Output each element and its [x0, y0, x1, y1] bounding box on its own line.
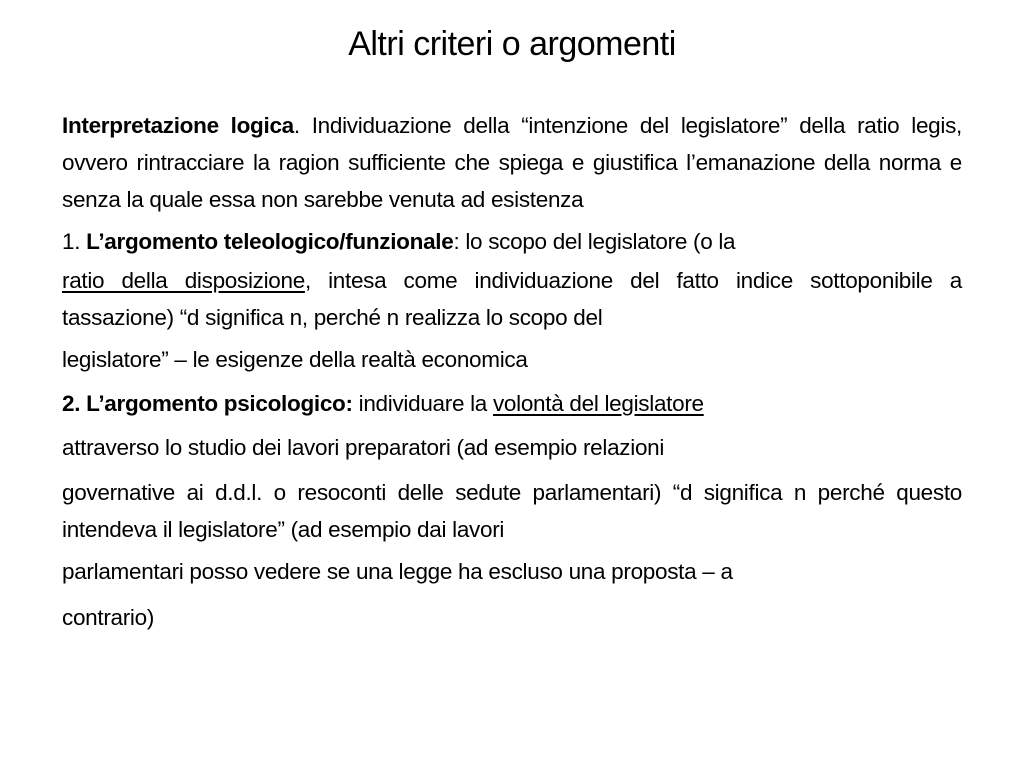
argument-2-line-4: [62, 550, 962, 594]
argument-1-underlined: ratio della disposizione: [62, 268, 305, 293]
intro-lead-punct: .: [293, 113, 300, 138]
argument-2-line-5-text: contrario): [62, 605, 155, 630]
intro-text: Individuazione della “intenzione del legislatore” della ratio legis, ovvero rintracciare la ragion sufficiente che spiega e giustifica l’emanazione della norma e senza la quale essa non sarebbe venuta ad esistenza: [62, 113, 963, 212]
argument-1-intro: : lo scopo del legislatore (o la: [453, 229, 736, 254]
argument-2-line-3-text: governative ai d.d.l. o resoconti delle sedute parlamentari) “d significa n perché questo intendeva il legislatore” (ad esempio dai lavori: [62, 480, 962, 542]
argument-1-paragraph: [62, 220, 962, 264]
intro-lead: Interpretazione logica: [62, 113, 294, 138]
argument-2-line-3: [62, 474, 962, 548]
argument-2-underlined: volontà del legislatore: [492, 391, 704, 416]
argument-1-text-b: legislatore” – le esigenze della realtà economica: [62, 347, 528, 372]
argument-2-line-2: [62, 426, 962, 470]
argument-2-heading: 2. L’argomento psicologico:: [62, 391, 353, 416]
argument-1-continuation: [62, 338, 962, 382]
argument-2-line-4-text: parlamentari posso vedere se una legge ha escluso una proposta – a: [62, 559, 733, 584]
slide-title: Altri criteri o argomenti: [348, 25, 676, 63]
argument-1-heading: L’argomento teleologico/funzionale: [86, 229, 454, 254]
argument-2-line-5: [62, 596, 962, 640]
argument-1-number: 1.: [62, 229, 87, 254]
intro-paragraph: [62, 107, 962, 218]
argument-1-body: [62, 262, 962, 336]
argument-2-text-a: individuare la: [352, 391, 493, 416]
argument-2-line-2-text: attraverso lo studio dei lavori preparatori (ad esempio relazioni: [62, 435, 665, 460]
argument-1-text-a: , intesa come individuazione del fatto indice sottoponibile a tassazione) “d significa n, perché n realizza lo scopo del: [62, 268, 962, 330]
argument-2-paragraph: [62, 382, 962, 426]
slide-body: [62, 107, 962, 640]
